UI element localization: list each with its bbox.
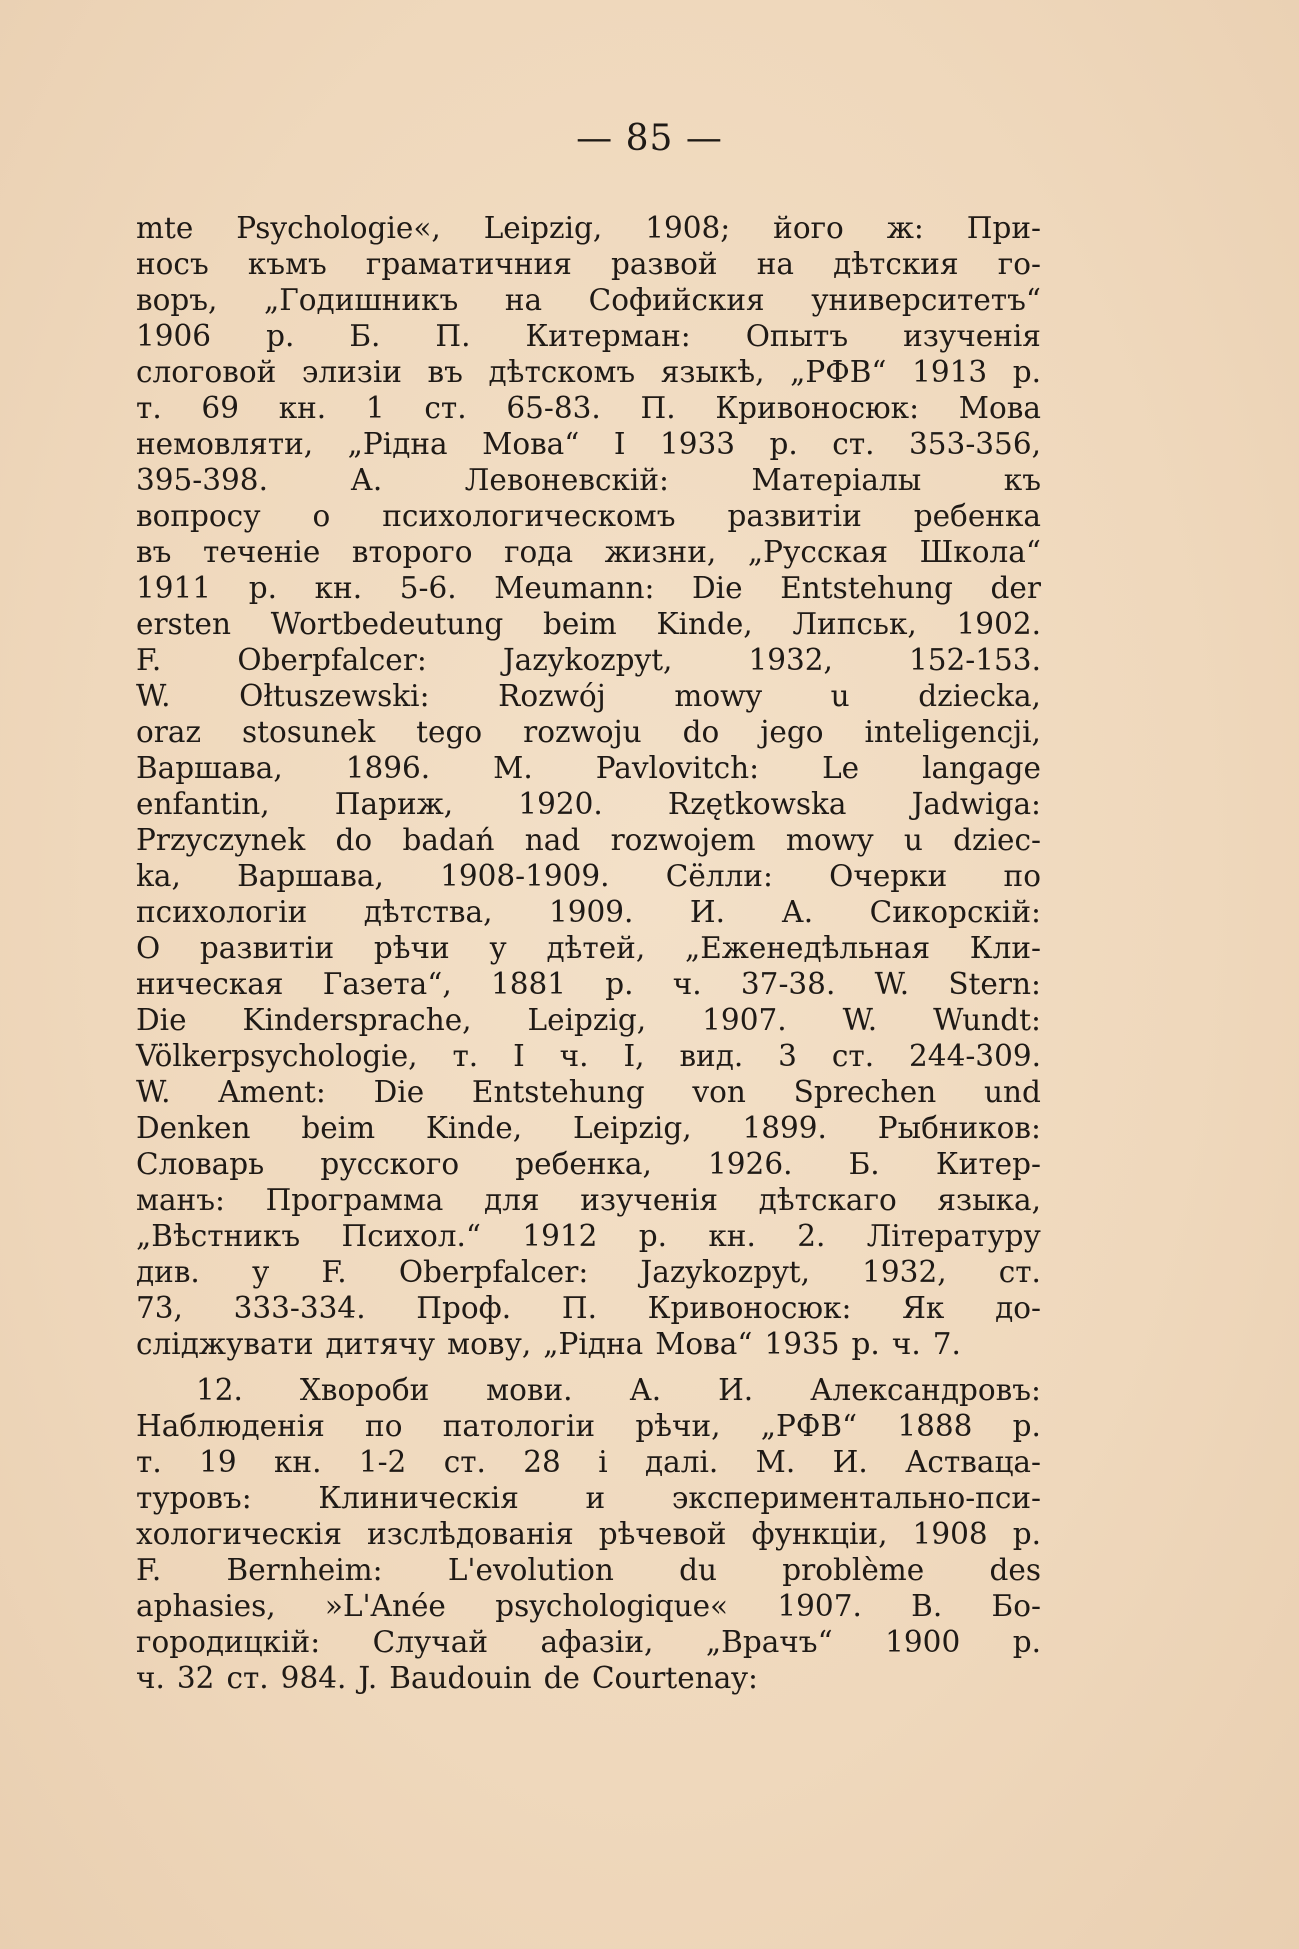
bibliography-paragraph-1 (136, 210, 1041, 1362)
text-line: вопросу о психологическомъ развитіи ребенка (136, 499, 1041, 533)
text-line: див. у F. Oberpfalcer: Jazykozpyt, 1932, ст. (136, 1255, 1041, 1289)
text-line: enfantin, Париж, 1920. Rzętkowska Jadwiga: (136, 787, 1041, 821)
text-line: Przyczynek do badań nad rozwojem mowy u dziec- (136, 823, 1041, 857)
text-line: Словарь русского ребенка, 1926. Б. Китер- (136, 1147, 1041, 1181)
text-line: ническая Газета“, 1881 р. ч. 37-38. W. Stern: (136, 967, 1041, 1001)
text-line: воръ, „Годишникъ на Софийския университетъ“ (136, 283, 1041, 317)
text-line: 1911 р. кн. 5-6. Meumann: Die Entstehung der (136, 571, 1041, 605)
page-number: — 85 — (576, 118, 723, 159)
text-line: психологіи дѣтства, 1909. И. А. Сикорскій: (136, 895, 1041, 929)
text-line: ersten Wortbedeutung beim Kinde, Липськ, 1902. (136, 607, 1041, 641)
text-line: 73, 333-334. Проф. П. Кривоносюк: Як до- (136, 1291, 1041, 1325)
text-line: туровъ: Клиническія и экспериментально-пси- (136, 1481, 1041, 1515)
text-line: немовляти, „Рідна Мова“ І 1933 р. ст. 353-356, (136, 427, 1041, 461)
text-line: О развитіи рѣчи у дѣтей, „Еженедѣльная Кли- (136, 931, 1041, 965)
text-line: ч. 32 ст. 984. J. Baudouin de Courtenay: (136, 1661, 758, 1695)
text-line: W. Ament: Die Entstehung von Sprechen und (136, 1075, 1041, 1109)
text-line: aphasies, »L'Anée psychologique« 1907. В. Бо- (136, 1589, 1041, 1623)
text-line: oraz stosunek tego rozwoju do jego inteligencji, (136, 715, 1041, 749)
text-line: F. Oberpfalcer: Jazykozpyt, 1932, 152-153. (136, 643, 1041, 677)
text-line: въ теченіе второго года жизни, „Русская Школа“ (136, 535, 1041, 569)
text-line: Наблюденія по патологіи рѣчи, „РФВ“ 1888 р. (136, 1409, 1041, 1443)
text-line: W. Ołtuszewski: Rozwój mowy u dziecka, (136, 679, 1041, 713)
text-line: 1906 р. Б. П. Китерман: Опытъ изученія (136, 319, 1041, 353)
text-line: mte Psychologie«, Leipzig, 1908; його ж: При- (136, 211, 1041, 245)
text-line: хологическія изслѣдованія рѣчевой функціи, 1908 р. (136, 1517, 1041, 1551)
text-line: сліджувати дитячу мову, „Рідна Мова“ 1935 р. ч. 7. (136, 1327, 961, 1361)
body-text (136, 210, 1041, 1696)
text-line: Völkerpsychologie, т. І ч. І, вид. 3 ст. 244-309. (136, 1039, 1041, 1073)
text-line: 12. Хвороби мови. А. И. Александровъ: (196, 1373, 1041, 1407)
text-line: манъ: Программа для изученія дѣтскаго языка, (136, 1183, 1041, 1217)
text-line: F. Bernheim: L'evolution du problème des (136, 1553, 1041, 1587)
text-line: Варшава, 1896. M. Pavlovitch: Le langage (136, 751, 1041, 785)
text-line: ka, Варшава, 1908-1909. Сёлли: Очерки по (136, 859, 1041, 893)
text-line: носъ къмъ граматичния развой на дѣтския го- (136, 247, 1041, 281)
text-line: слоговой элизіи въ дѣтскомъ языкѣ, „РФВ“ 1913 р. (136, 355, 1041, 389)
paragraph-gap (136, 1362, 1041, 1372)
bibliography-paragraph-2 (136, 1372, 1041, 1696)
text-line: т. 19 кн. 1-2 ст. 28 і далі. М. И. Аствацa- (136, 1445, 1041, 1479)
text-line: т. 69 кн. 1 ст. 65-83. П. Кривоносюк: Мова (136, 391, 1041, 425)
text-line: „Вѣстникъ Психол.“ 1912 р. кн. 2. Літературу (136, 1219, 1041, 1253)
text-line: городицкій: Случай афазіи, „Врачъ“ 1900 р. (136, 1625, 1041, 1659)
text-line: Die Kindersprache, Leipzig, 1907. W. Wundt: (136, 1003, 1041, 1037)
text-line: Denken beim Kinde, Leipzig, 1899. Рыбников: (136, 1111, 1041, 1145)
text-line: 395-398. А. Левоневскій: Матеріалы къ (136, 463, 1041, 497)
